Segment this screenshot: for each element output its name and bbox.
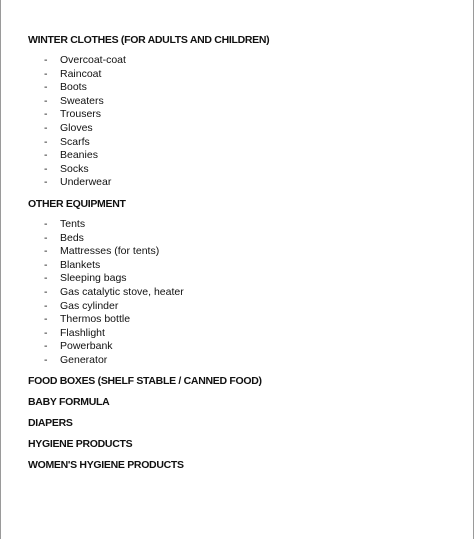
list-item: - Blankets <box>44 258 101 271</box>
section-heading-other-equipment: OTHER EQUIPMENT <box>28 197 126 210</box>
list-dash: - <box>44 326 48 339</box>
section-heading-womens-hygiene-products: WOMEN'S HYGIENE PRODUCTS <box>28 459 184 472</box>
list-item: - Mattresses (for tents) <box>44 245 160 258</box>
list-item: - Overcoat-coat <box>44 54 126 66</box>
list-dash: - <box>44 258 48 271</box>
list-dash: - <box>44 313 48 326</box>
list-dash: - <box>44 231 48 244</box>
list-dash: - <box>44 176 48 189</box>
document-content <box>28 31 458 472</box>
list-dash: - <box>44 81 48 94</box>
section-heading-baby-formula: BABY FORMULA <box>28 396 110 409</box>
list-item: - Sweaters <box>44 94 104 107</box>
list-item: - Gloves <box>44 121 93 134</box>
list-dash: - <box>44 121 48 134</box>
list-item: - Thermos bottle <box>44 313 131 326</box>
list-item: - Gas catalytic stove, heater <box>44 285 184 298</box>
section-heading-winter-clothes: WINTER CLOTHES (FOR ADULTS AND CHILDREN) <box>28 34 270 46</box>
list-dash: - <box>44 353 48 366</box>
list-dash: - <box>44 245 48 258</box>
list-dash: - <box>44 94 48 107</box>
list-dash: - <box>44 299 48 312</box>
list-item: - Beds <box>44 231 84 244</box>
list-item: - Socks <box>44 162 89 175</box>
list-item: - Powerbank <box>44 340 113 353</box>
list-item: - Sleeping bags <box>44 272 127 285</box>
list-dash: - <box>44 135 48 148</box>
list-dash: - <box>44 285 48 298</box>
list-item: - Raincoat <box>44 67 102 80</box>
list-dash: - <box>44 54 48 66</box>
list-dash: - <box>44 272 48 285</box>
winter-clothes-list <box>28 54 458 190</box>
list-item: - Gas cylinder <box>44 299 119 312</box>
list-item: - Boots <box>44 81 87 94</box>
list-dash: - <box>44 108 48 121</box>
list-item: - Tents <box>44 217 86 230</box>
list-item: - Scarfs <box>44 135 90 148</box>
section-heading-diapers: DIAPERS <box>28 417 73 430</box>
list-dash: - <box>44 67 48 80</box>
other-equipment-list <box>28 218 458 368</box>
list-item: - Generator <box>44 353 108 366</box>
list-item: - Underwear <box>44 176 112 189</box>
list-dash: - <box>44 149 48 162</box>
list-item: - Trousers <box>44 108 102 121</box>
list-item: - Beanies <box>44 149 98 162</box>
list-dash: - <box>44 340 48 353</box>
section-heading-food-boxes: FOOD BOXES (SHELF STABLE / CANNED FOOD) <box>28 375 262 388</box>
list-dash: - <box>44 162 48 175</box>
section-heading-hygiene-products: HYGIENE PRODUCTS <box>28 438 133 451</box>
list-dash: - <box>44 217 48 230</box>
list-item: - Flashlight <box>44 326 105 339</box>
